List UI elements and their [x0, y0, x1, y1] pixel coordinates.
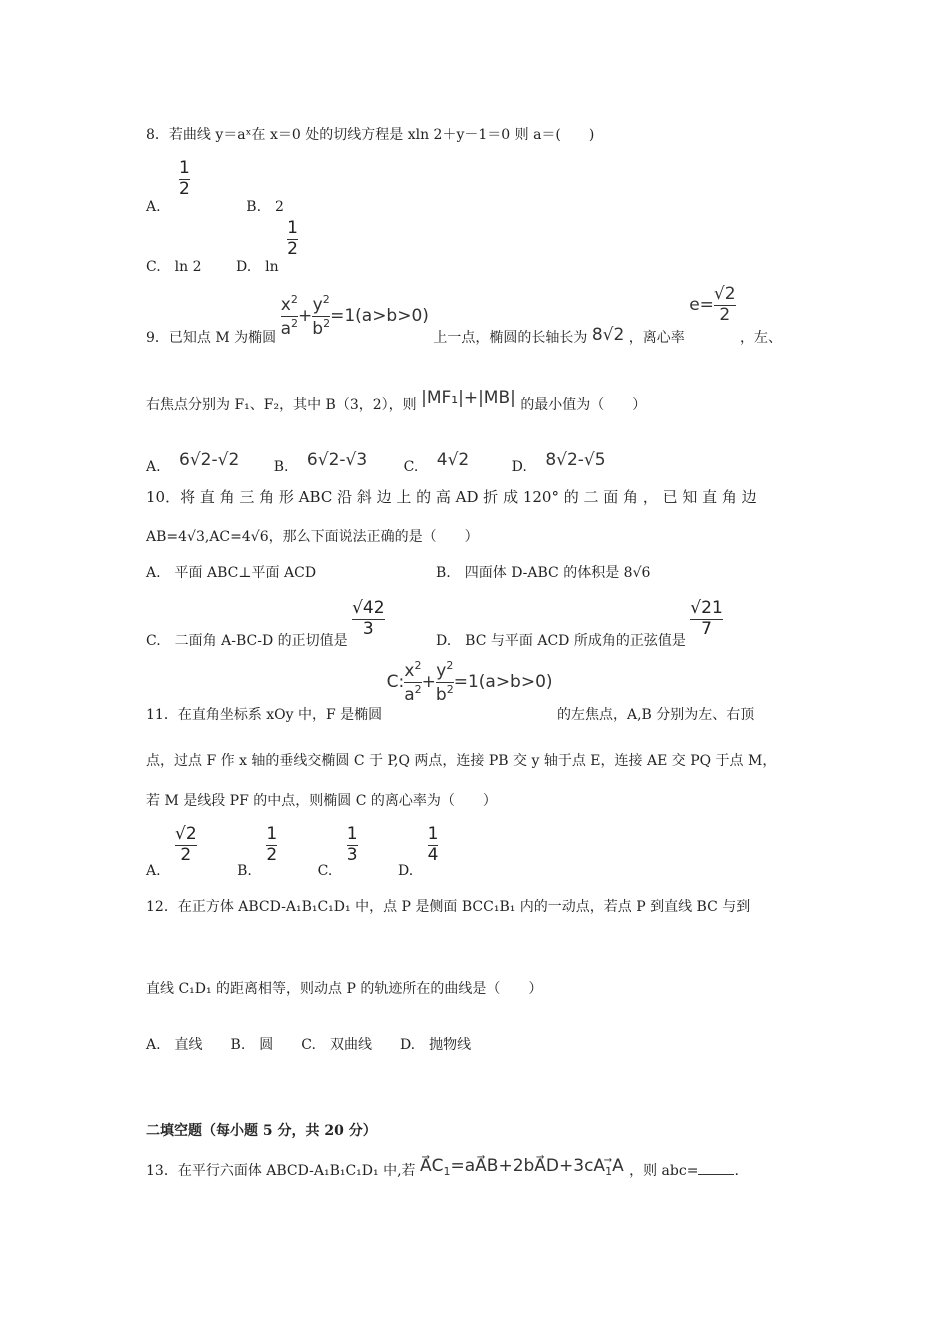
q10-option-c-num: √42 [352, 598, 385, 618]
q8-options-ab [146, 158, 284, 216]
q11-option-c-num: 1 [346, 824, 358, 844]
q11-option-b-label: B. [237, 863, 252, 880]
q11-option-a-den: 2 [180, 844, 192, 865]
q10-option-a: A. 平面 ABC⊥平面 ACD [146, 565, 317, 581]
q8-option-a-fraction [179, 160, 190, 199]
q10-option-d-text: D. BC 与平面 ACD 所成角的正弦值是 [436, 633, 686, 650]
q8-option-a-label: A. [146, 199, 161, 216]
q8-option-d-fraction [287, 220, 298, 259]
q9-tail: ，左、 [740, 329, 783, 346]
q9-option-a: 6√2-√2 [179, 450, 240, 470]
q9-option-a-label: A. [146, 459, 161, 475]
q10-line1: 10．将 直 角 三 角 形 ABC 沿 斜 边 上 的 高 AD 折 成 120° 的 二 面 角 ， 已 知 直 角 边 [146, 488, 757, 506]
q11-option-c-label: C. [317, 863, 333, 880]
q9-ecc-lead: ，离心率 [628, 329, 685, 346]
q9-option-b-label: B. [273, 459, 289, 475]
q10-option-d-den: 7 [701, 618, 712, 639]
q11-lead: 11．在直角坐标系 xOy 中，F 是椭圆 [146, 706, 383, 723]
q9-line2 [146, 388, 647, 413]
q11-option-c-fraction [347, 826, 358, 865]
q11-option-d-num: 1 [427, 824, 439, 844]
q8-option-d: D. ln [235, 259, 279, 276]
q12-line1: 12．在正方体 ABCD-A₁B₁C₁D₁ 中，点 P 是侧面 BCC₁B₁ 内的一动点，若点 P 到直线 BC 与到 [146, 899, 751, 915]
q11-option-b-num: 1 [266, 824, 278, 844]
q11-line2: 点，过点 F 作 x 轴的垂线交椭圆 C 于 P,Q 两点，连接 PB 交 y 轴于点 E，连接 AE 交 PQ 于点 M， [146, 753, 777, 769]
q10-option-c [146, 598, 385, 650]
q8-option-c: C. ln 2 [146, 259, 202, 276]
answer-blank[interactable] [698, 1173, 734, 1175]
q13-tail: ，则 abc= [629, 1163, 699, 1179]
q11-option-d-fraction [428, 826, 439, 865]
q13-line [146, 1156, 739, 1181]
q9-option-d: 8√2-√5 [545, 450, 606, 470]
q11-option-a-num: √2 [175, 824, 197, 844]
q11-option-d-label: D. [398, 863, 414, 880]
q9-eccentricity: e= $\frac{√2}{2}$ [689, 284, 736, 325]
q8-option-a-num: 1 [179, 158, 190, 178]
q9-option-c: 4√2 [436, 450, 470, 470]
q11-ellipse-equation: C: $\frac{x^2}{a^2}$ + $\frac{y^2}{b^2}$ =1(a>b>0) [386, 659, 553, 705]
q11-option-a-fraction [175, 826, 197, 865]
q11-line1 [146, 659, 755, 723]
q10-option-c-text: C. 二面角 A-BC-D 的正切值是 [146, 633, 348, 650]
q9-option-c-label: C. [403, 459, 419, 475]
q8-option-b: B. 2 [246, 199, 284, 216]
q9-ellipse-equation: $\frac{x^2}{a^2}$ + $\frac{y^2}{b^2}$ =1(a>b>0) [280, 292, 429, 339]
q11-option-b-den: 2 [266, 844, 278, 865]
q13-end: . [734, 1163, 739, 1179]
q9-lead: 9．已知点 M 为椭圆 [146, 329, 277, 346]
q10-option-d-fraction [690, 600, 722, 639]
q12-line2: 直线 C₁D₁ 的距离相等，则动点 P 的轨迹所在的曲线是（ ） [146, 981, 543, 997]
q10-option-d-num: √21 [690, 598, 723, 618]
q9-option-b: 6√2-√3 [306, 450, 368, 470]
q9-option-d-label: D. [511, 459, 527, 475]
q11-tail: 的左焦点，A,B 分别为左、右顶 [557, 706, 755, 723]
q11-options [146, 824, 439, 880]
q8-option-d-num: 1 [287, 218, 298, 238]
q8-option-d-den: 2 [287, 238, 298, 259]
section-title: 二填空题（每小题 5 分，共 20 分） [146, 1123, 377, 1139]
q9-line2-tail: 的最小值为（ ） [520, 397, 647, 413]
q11-option-a-label: A. [146, 863, 161, 880]
q10-option-d [436, 598, 723, 650]
q10-line2: AB=4√3,AC=4√6，那么下面说法正确的是（ ） [146, 529, 479, 545]
q10-option-b: B. 四面体 D-ABC 的体积是 8√6 [436, 565, 651, 581]
q8-stem: 8．若曲线 y＝aˣ在 x＝0 处的切线方程是 xln 2＋y－1＝0 则 a＝( ) [146, 127, 595, 143]
q13-lead: 13．在平行六面体 ABCD-A₁B₁C₁D₁ 中,若 [146, 1163, 416, 1179]
q10-option-c-fraction [352, 600, 384, 639]
q9-line1 [146, 284, 783, 346]
q12-options: A. 直线 B. 圆 C. 双曲线 D. 抛物线 [146, 1037, 472, 1053]
q9-major-axis: 8√2 [591, 324, 625, 345]
q8-options-cd [146, 218, 298, 276]
q8-option-a-den: 2 [179, 178, 190, 199]
q13-vector-equation: $A⃗C_1=aA⃗B+2bA⃗D+3cA_1⃗A$ [420, 1156, 630, 1178]
q9-abs-expression: |MF₁|+|MB| [421, 388, 516, 408]
q11-option-c-den: 3 [346, 844, 358, 865]
q9-line2-lead: 右焦点分别为 F₁、F₂，其中 B（3，2），则 [146, 397, 417, 413]
q9-options [146, 450, 606, 475]
q11-option-d-den: 4 [427, 844, 439, 865]
q11-line3: 若 M 是线段 PF 的中点，则椭圆 C 的离心率为（ ） [146, 793, 497, 809]
q9-mid: 上一点，椭圆的长轴长为 [433, 329, 588, 346]
q11-option-b-fraction [266, 826, 277, 865]
q10-option-c-den: 3 [362, 618, 374, 639]
